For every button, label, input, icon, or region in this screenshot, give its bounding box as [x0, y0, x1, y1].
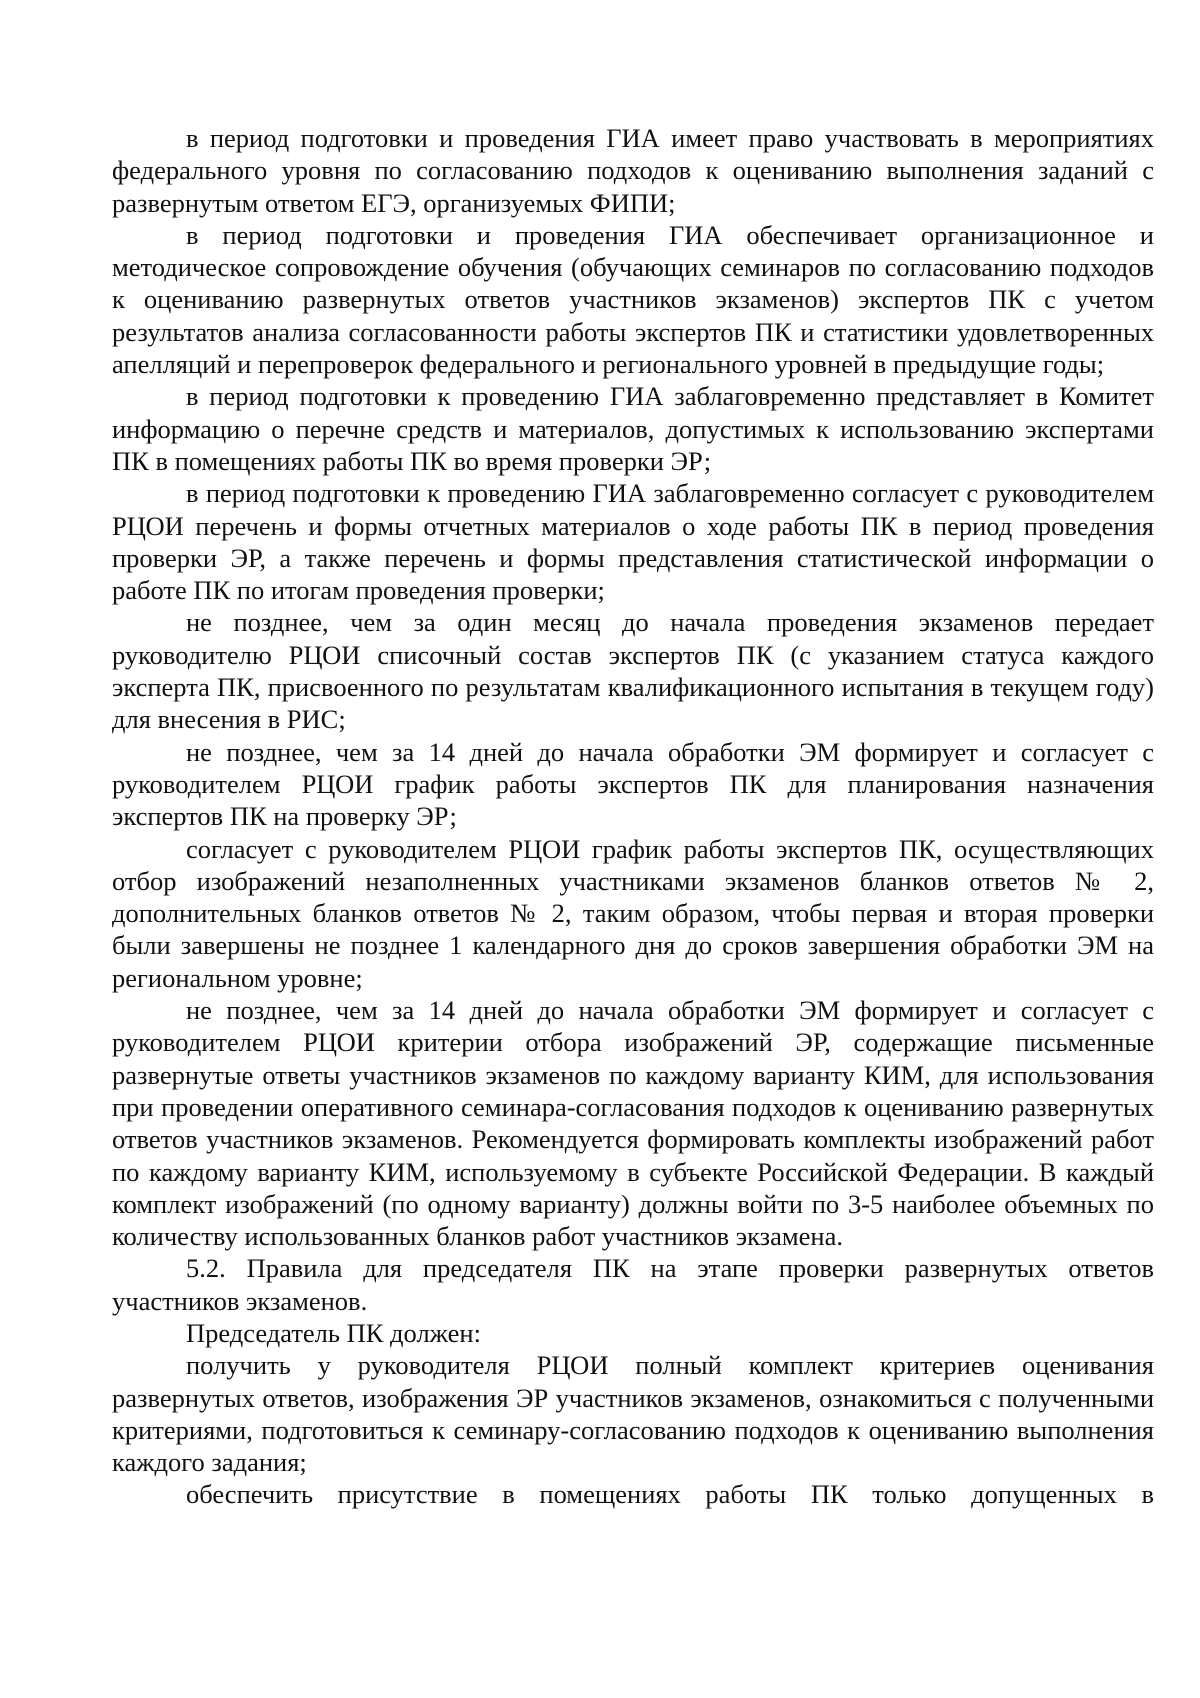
paragraph-work-schedule: не позднее, чем за 14 дней до начала обработки ЭМ формирует и согласует с руководителем РЦОИ график работы экспертов ПК для планирования назначения экспертов ПК на проверку ЭР;	[112, 736, 1154, 832]
paragraph-selection-criteria: не позднее, чем за 14 дней до начала обработки ЭМ формирует и согласует с руководителем РЦОИ критерии отбора изображений ЭР, содержащие письменные развернутые ответы участников экзаменов по каждому варианту КИМ, для использования при проведении оперативного семинара-согласования подходов к оцениванию развернутых ответов участников экзаменов. Рекомендуется формировать комплекты изображений работ по каждому варианту КИМ, используемому в субъекте Российской Федерации. В каждый комплект изображений (по одному варианту) должны войти по 3-5 наиболее объемных по количеству использованных бланков работ участников экзамена.	[112, 995, 1154, 1252]
paragraph-get-criteria: получить у руководителя РЦОИ полный комплект критериев оценивания развернутых ответов, изображения ЭР участников экзаменов, ознакомиться с полученными критериями, подготовиться к семинару-согласованию подходов к оцениванию выполнения каждого задания;	[112, 1350, 1154, 1478]
paragraph-materials-list: в период подготовки к проведению ГИА заблаговременно представляет в Комитет информацию о перечне средств и материалов, допустимых к использованию экспертами ПК в помещениях работы ПК во время проверки ЭР;	[112, 381, 1154, 476]
paragraph-report-forms: в период подготовки к проведению ГИА заблаговременно согласует с руководителем РЦОИ перечень и формы отчетных материалов о ходе работы ПК в период проведения проверки ЭР, а также перечень и формы представления статистической информации о работе ПК по итогам проведения проверки;	[112, 478, 1154, 606]
paragraph-ensure-presence: обеспечить присутствие в помещениях работы ПК только допущенных в	[186, 1479, 1154, 1510]
paragraph-methodical-support: в период подготовки и проведения ГИА обеспечивает организационное и методическое сопровождение обучения (обучающих семинаров по согласованию подходов к оцениванию развернутых ответов участников экзаменов) экспертов ПК с учетом результатов анализа согласованности работы экспертов ПК и статистики удовлетворенных апелляций и перепроверок федерального и регионального уровней в предыдущие годы;	[112, 219, 1154, 380]
paragraph-chairman-must: Председатель ПК должен:	[186, 1317, 481, 1348]
paragraph-selection-schedule: согласует с руководителем РЦОИ график работы экспертов ПК, осуществляющих отбор изображений незаполненных участниками экзаменов бланков ответов № 2, дополнительных бланков ответов № 2, таким образом, чтобы первая и вторая проверки были завершены не позднее 1 календарного дня до сроков завершения обработки ЭМ на региональном уровне;	[112, 833, 1154, 993]
document-page	[112, 122, 1154, 1511]
paragraph-expert-roster: не позднее, чем за один месяц до начала проведения экзаменов передает руководителю РЦОИ списочный состав экспертов ПК (с указанием статуса каждого эксперта ПК, присвоенного по результатам квалификационного испытания в текущем году) для внесения в РИС;	[112, 607, 1154, 735]
section-heading-5-2: 5.2. Правила для председателя ПК на этапе проверки развернутых ответов участников экзаменов.	[112, 1253, 1154, 1316]
paragraph-fipi-events: в период подготовки и проведения ГИА имеет право участвовать в мероприятиях федерального уровня по согласованию подходов к оцениванию выполнения заданий с развернутым ответом ЕГЭ, организуемых ФИПИ;	[112, 123, 1154, 218]
